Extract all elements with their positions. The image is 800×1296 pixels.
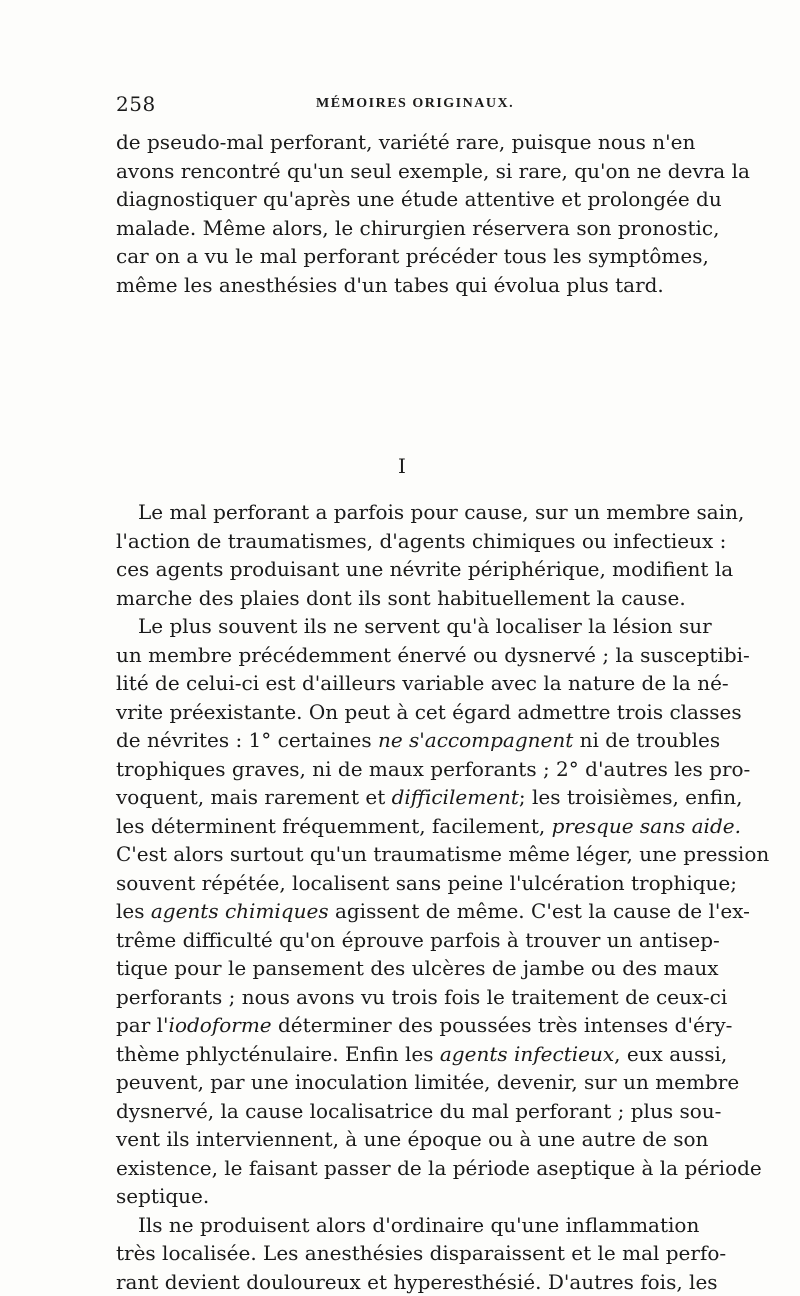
text-run: , eux aussi, (614, 1042, 727, 1066)
text-line: ces agents produisant une névrite périphérique, modifient la (116, 555, 688, 584)
text-line: tique pour le pansement des ulcères de jambe ou des maux (116, 954, 688, 983)
text-line (116, 1040, 688, 1069)
text-line: Le plus souvent ils ne servent qu'à localiser la lésion sur (116, 612, 688, 641)
text-line: existence, le faisant passer de la période aseptique à la période (116, 1154, 688, 1183)
text-run: thème phlycténulaire. Enfin les (116, 1042, 440, 1066)
text-run: ; les troisièmes, enfin, (519, 785, 743, 809)
text-line: trême difficulté qu'on éprouve parfois à trouver un antisep- (116, 926, 688, 955)
text-line: lité de celui-ci est d'ailleurs variable avec la nature de la né- (116, 669, 688, 698)
italic-run: ne s'accompagnent (378, 728, 573, 752)
text-line (116, 897, 688, 926)
text-line (116, 783, 688, 812)
page-header (116, 92, 688, 124)
text-line: perforants ; nous avons vu trois fois le traitement de ceux-ci (116, 983, 688, 1012)
text-line: l'action de traumatismes, d'agents chimiques ou infectieux : (116, 527, 688, 556)
text-run: les déterminent fréquemment, facilement, (116, 814, 552, 838)
text-line (116, 812, 688, 841)
text-line: dysnervé, la cause localisatrice du mal perforant ; plus sou- (116, 1097, 688, 1126)
page-number: 258 (116, 92, 156, 116)
text-line: de pseudo-mal perforant, variété rare, puisque nous n'en (116, 128, 688, 157)
text-line: diagnostiquer qu'après une étude attentive et prolongée du (116, 185, 688, 214)
italic-run: agents infectieux (440, 1042, 614, 1066)
italic-run: presque sans aide. (552, 814, 741, 838)
text-line (116, 726, 688, 755)
text-run: déterminer des poussées très intenses d'éry- (272, 1013, 733, 1037)
text-run: les (116, 899, 151, 923)
italic-run: difficilement (392, 785, 519, 809)
running-head: MÉMOIRES ORIGINAUX. (316, 96, 514, 112)
text-line: très localisée. Les anesthésies disparaissent et le mal perfo- (116, 1239, 688, 1268)
text-line: C'est alors surtout qu'un traumatisme même léger, une pression (116, 840, 688, 869)
text-run: de névrites : 1° certaines (116, 728, 378, 752)
text-line: marche des plaies dont ils sont habituellement la cause. (116, 584, 688, 613)
text-run: agissent de même. C'est la cause de l'ex- (329, 899, 750, 923)
text-line: peuvent, par une inoculation limitée, devenir, sur un membre (116, 1068, 688, 1097)
text-line: Le mal perforant a parfois pour cause, sur un membre sain, (116, 498, 688, 527)
italic-run: iodoforme (169, 1013, 272, 1037)
text-line (116, 1011, 688, 1040)
text-line: septique. (116, 1182, 688, 1211)
text-line: trophiques graves, ni de maux perforants ; 2° d'autres les pro- (116, 755, 688, 784)
text-line: souvent répétée, localisent sans peine l'ulcération trophique; (116, 869, 688, 898)
text-line: rant devient douloureux et hyperesthésié. D'autres fois, les (116, 1268, 688, 1296)
section-heading: I (116, 452, 688, 481)
text-line: un membre précédemment énervé ou dysnervé ; la susceptibi- (116, 641, 688, 670)
text-line: Ils ne produisent alors d'ordinaire qu'une inflammation (116, 1211, 688, 1240)
text-line: même les anesthésies d'un tabes qui évolua plus tard. (116, 271, 688, 300)
text-run: ni de troubles (573, 728, 720, 752)
text-line: avons rencontré qu'un seul exemple, si rare, qu'on ne devra la (116, 157, 688, 186)
text-line: vent ils interviennent, à une époque ou à une autre de son (116, 1125, 688, 1154)
text-line: malade. Même alors, le chirurgien réservera son pronostic, (116, 214, 688, 243)
paragraph-1 (116, 498, 688, 1296)
text-run: voquent, mais rarement et (116, 785, 392, 809)
text-line: vrite préexistante. On peut à cet égard admettre trois classes (116, 698, 688, 727)
intro-paragraph (116, 128, 688, 299)
text-run: par l' (116, 1013, 169, 1037)
body-text (116, 128, 688, 299)
italic-run: agents chimiques (151, 899, 329, 923)
text-line: car on a vu le mal perforant précéder tous les symptômes, (116, 242, 688, 271)
